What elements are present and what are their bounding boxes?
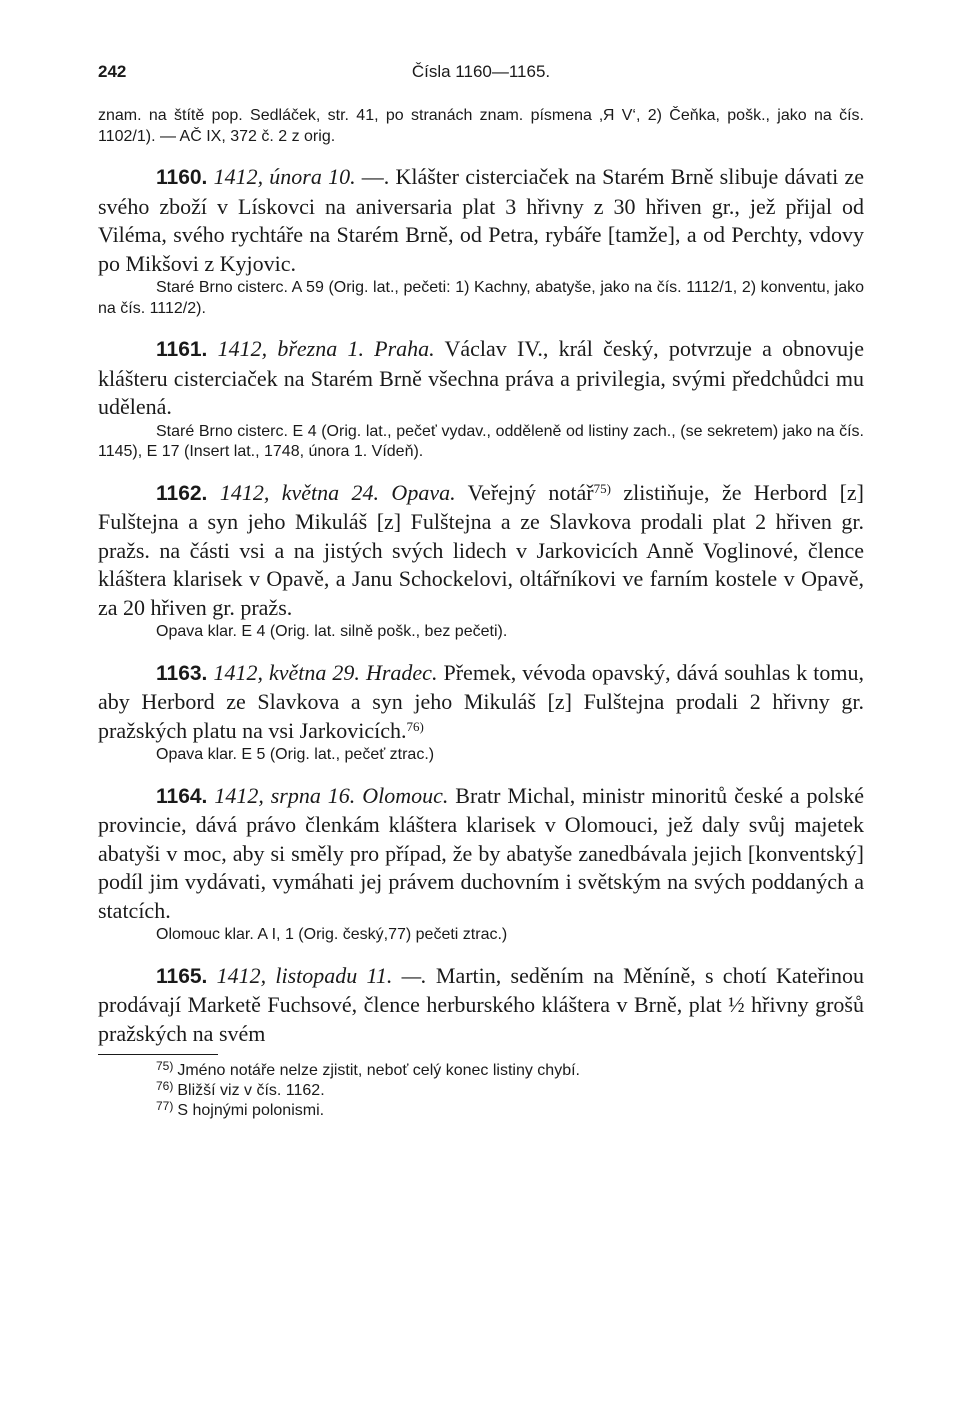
entry-date: 1412, května 24. Opava.: [219, 479, 456, 505]
entry-text: [98, 479, 864, 623]
entry-body: —. Klášter cisterciaček na Starém Brně slibuje dávati ze svého zboží v Lískovci na aniversaria plat 3 hřivny z 30 hřiven gr., jež přijal od Viléma, svého rychtáře na Starém Brně, od Petra, rybáře [tamže], a od Perchty, vdovy po Mikšovi z Kyjovic.: [98, 164, 865, 276]
entry-date: 1412, března 1. Praha.: [217, 336, 435, 361]
footnote-77: [98, 1101, 864, 1121]
footnote-divider: [98, 1054, 218, 1055]
entry-number: 1160.: [156, 166, 208, 189]
entry-date: 1412, listopadu 11. —.: [216, 962, 427, 988]
document-page: [98, 62, 864, 1121]
footnote-ref: 76): [406, 718, 424, 734]
entry-1162: [98, 479, 864, 643]
entry-source: Opava klar. E 4 (Orig. lat. silně pošk., bez pečeti).: [156, 623, 508, 640]
entry-number: 1165.: [156, 964, 208, 988]
entry-body: Martin, seděním na Měníně, s chotí Kateřinou prodávají Marketě Fuchsové, člence herburského kláštera v Brně, plat ½ hřivny grošů pražských na svém: [98, 962, 864, 1046]
footnote-76: [98, 1081, 864, 1101]
entry-number: 1162.: [156, 481, 208, 505]
footnote-75: [98, 1061, 864, 1081]
entry-number: 1163.: [156, 661, 208, 685]
entry-1161: [98, 335, 864, 463]
entry-body: Přemek, vévoda opavský, dává souhlas k tomu, aby Herbord ze Slavkova a syn jeho Mikuláš [z] Fulštejna prodali 2 hřivny gr. pražských platu na vsi Jarkovicích.: [98, 659, 865, 743]
entry-text: [98, 659, 864, 746]
entry-1164: [98, 782, 864, 946]
entry-date: 1412, května 29. Hradec.: [213, 659, 438, 685]
entry-source: Opava klar. E 5 (Orig. lat., pečeť ztrac.): [156, 746, 435, 763]
entry-number: 1164.: [156, 784, 208, 808]
footnote-text: S hojnými polonismi.: [177, 1102, 325, 1119]
continuation-note: znam. na štítě pop. Sedláček, str. 41, po stranách znam. písmena ‚Я V‘, 2) Čeňka, pošk., jako na čís. 1102/1). — AČ IX, 372 č. 2 z orig.: [98, 107, 864, 145]
entry-source: Staré Brno cisterc. E 4 (Orig. lat., pečeť vydav., odděleně od listiny zach., (se sekretem) jako na čís. 1145), E 17 (Insert lat., 1748, února 1. Vídeň).: [98, 422, 864, 460]
entry-1165: [98, 962, 864, 1049]
entry-date: 1412, srpna 16. Olomouc.: [214, 782, 449, 808]
entry-text: [98, 962, 864, 1049]
footnote-ref: 75): [593, 480, 611, 496]
entry-body-continued: zlistiňuje, že Herbord [z] Fulštejna a syn jeho Mikuláš [z] Fulštejna a ze Slavkova prodali plat 2 hřiven gr. pražs. na části vsi a na jistých svých lidech v Jarkovicích Anně Voglinové, člence kláštera klarisek v Opavě, a Janu Schockelovi, oltářníkovi ve farním kostele v Opavě, za 20 hřiven gr. pražs.: [98, 479, 865, 620]
entry-1163: [98, 659, 864, 766]
footnote-number: 75): [156, 1059, 174, 1073]
entry-1160: [98, 163, 864, 319]
entry-number: 1161.: [156, 338, 208, 361]
entry-body: Václav IV., král český, potvrzuje a obnovuje klášteru cisterciaček na Starém Brně všechna práva a privilegia, svými předchůdci mu udělená.: [98, 336, 864, 419]
page-header: [98, 62, 864, 92]
entry-text: [98, 163, 864, 278]
footnote-text: Bližší viz v čís. 1162.: [177, 1082, 325, 1099]
entry-source: Olomouc klar. A I, 1 (Orig. český,77) pečeti ztrac.): [156, 926, 508, 943]
footnote-text: Jméno notáře nelze zjistit, neboť celý konec listiny chybí.: [177, 1062, 580, 1079]
entry-date: 1412, února 10.: [213, 164, 356, 189]
entry-body: Bratr Michal, ministr minoritů české a polské provincie, dává právo členkám kláštera klarisek v Olomouci, jež daly svůj majetek abatyši v moc, aby si směly pro případ, že by abatyše zanedbávala jejich [konventský] podíl jim vydávati, vymáhati jej právem duchovním i světským na svých poddaných a statcích.: [98, 782, 864, 923]
page-number: 242: [98, 62, 127, 81]
running-title: Čísla 1160—1165.: [411, 62, 551, 81]
footnotes: [98, 1061, 864, 1121]
footnote-number: 76): [156, 1079, 174, 1093]
footnote-number: 77): [156, 1099, 174, 1113]
entry-body: Veřejný notář: [455, 479, 594, 505]
entry-text: [98, 335, 864, 422]
entry-text: [98, 782, 864, 926]
entry-source: Staré Brno cisterc. A 59 (Orig. lat., pečeti: 1) Kachny, abatyše, jako na čís. 1112/1, 2) konventu, jako na čís. 1112/2).: [98, 279, 864, 317]
